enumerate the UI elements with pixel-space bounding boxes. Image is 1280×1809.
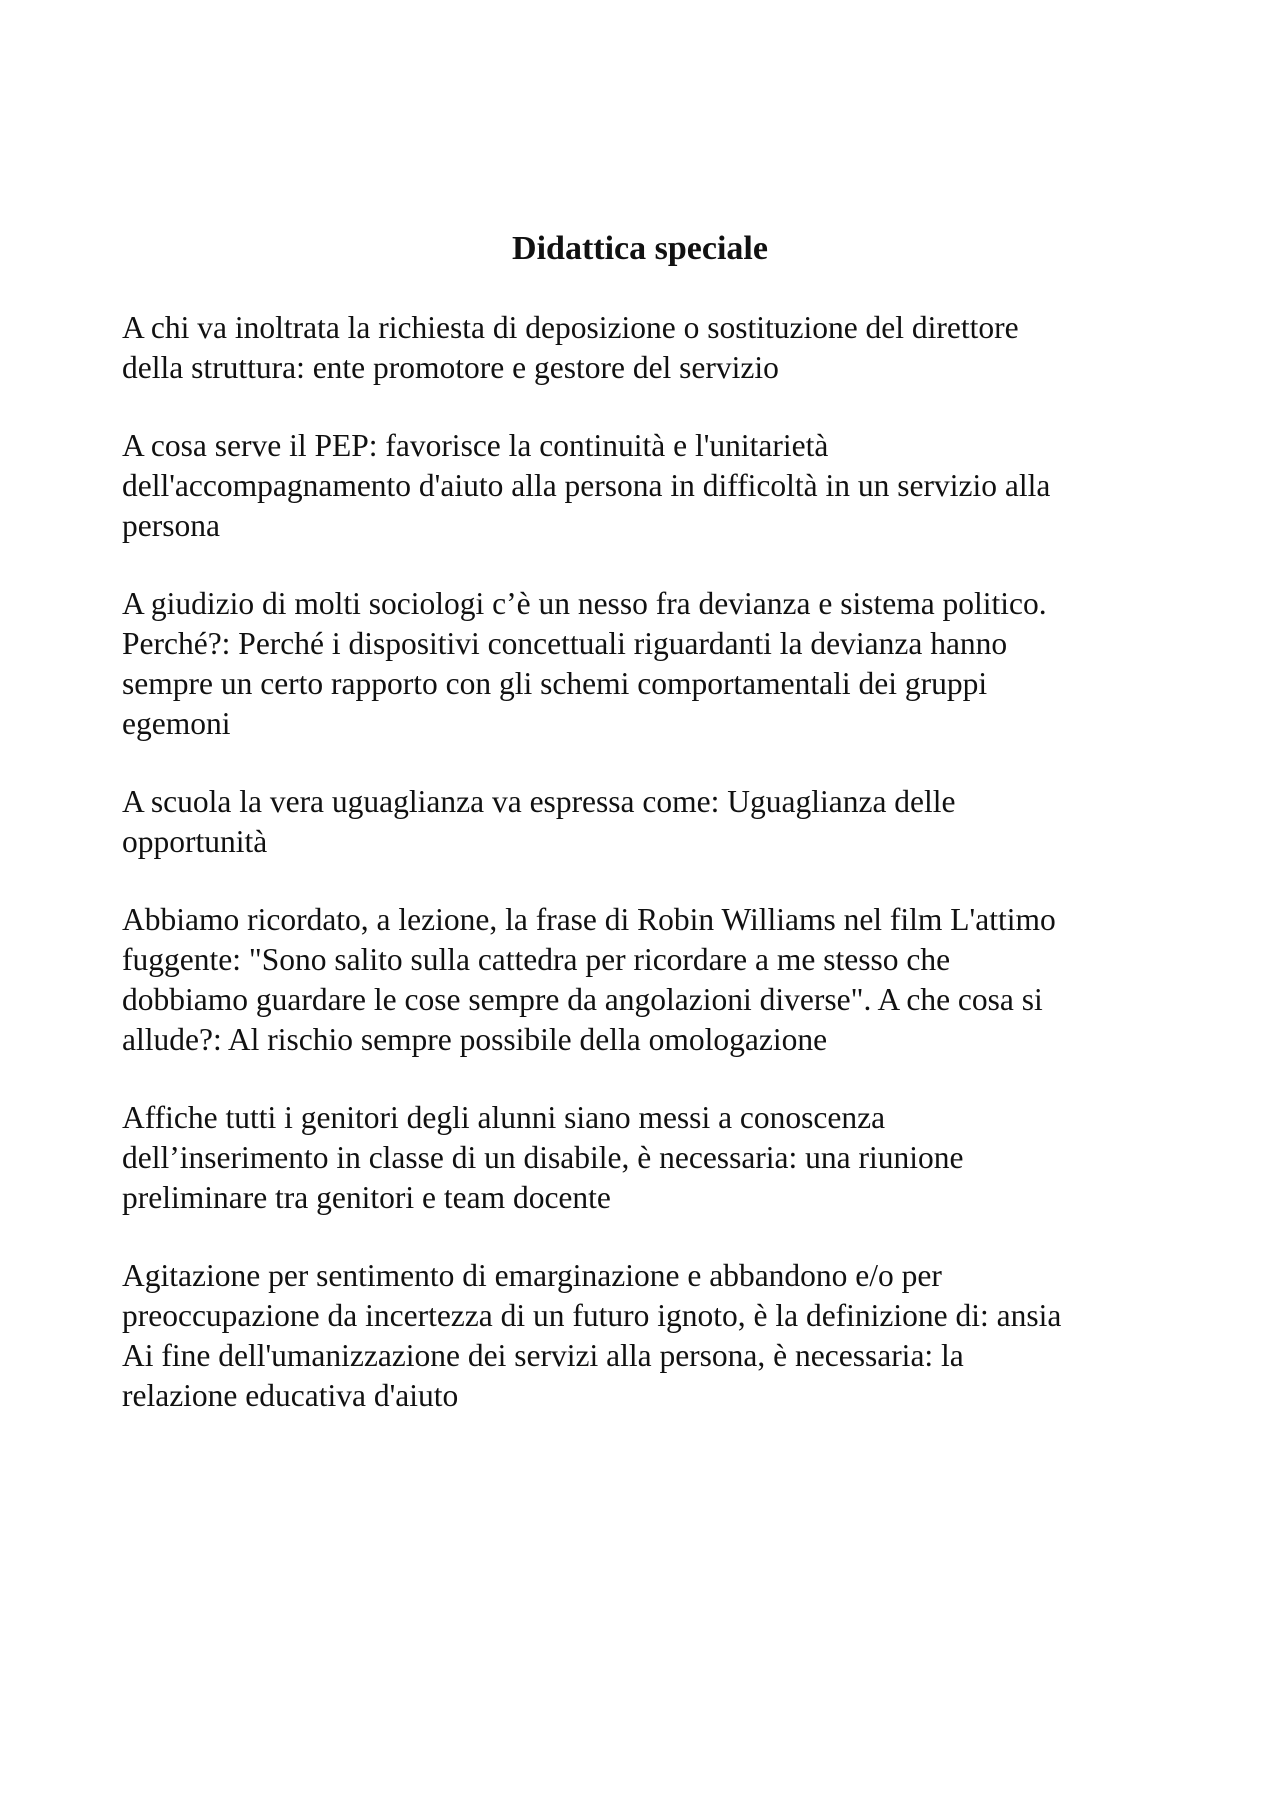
paragraph-devianza: A giudizio di molti sociologi c’è un nesso fra devianza e sistema politico. Perché?: Perché i dispositivi concettuali riguardanti la devianza hanno sempre un certo rapporto con gli schemi comportamentali dei gruppi egemoni <box>122 586 1047 741</box>
paragraph-ansia: Agitazione per sentimento di emarginazione e abbandono e/o per preoccupazione da incertezza di un futuro ignoto, è la definizione di: ansia <box>122 1258 1062 1333</box>
paragraph-umanizzazione: Ai fine dell'umanizzazione dei servizi alla persona, è necessaria: la relazione educativa d'aiuto <box>122 1338 964 1413</box>
paragraph-direttore: A chi va inoltrata la richiesta di deposizione o sostituzione del direttore della struttura: ente promotore e gestore del servizio <box>122 310 1019 385</box>
document-body <box>122 308 1172 1454</box>
paragraph-attimo-fuggente: Abbiamo ricordato, a lezione, la frase di Robin Williams nel film L'attimo fuggente: "Sono salito sulla cattedra per ricordare a me stesso che dobbiamo guardare le cose sempre da angolazioni diverse". A che cosa si allude?: Al rischio sempre possibile della omologazione <box>122 902 1056 1057</box>
paragraph-pep: A cosa serve il PEP: favorisce la continuità e l'unitarietà dell'accompagnamento d'aiuto alla persona in difficoltà in un servizio alla persona <box>122 428 1051 543</box>
paragraph-genitori: Affiche tutti i genitori degli alunni siano messi a conoscenza dell’inserimento in classe di un disabile, è necessaria: una riunione preliminare tra genitori e team docente <box>122 1100 964 1215</box>
document-title: Didattica speciale <box>512 230 768 267</box>
paragraph-uguaglianza: A scuola la vera uguaglianza va espressa come: Uguaglianza delle opportunità <box>122 784 956 859</box>
